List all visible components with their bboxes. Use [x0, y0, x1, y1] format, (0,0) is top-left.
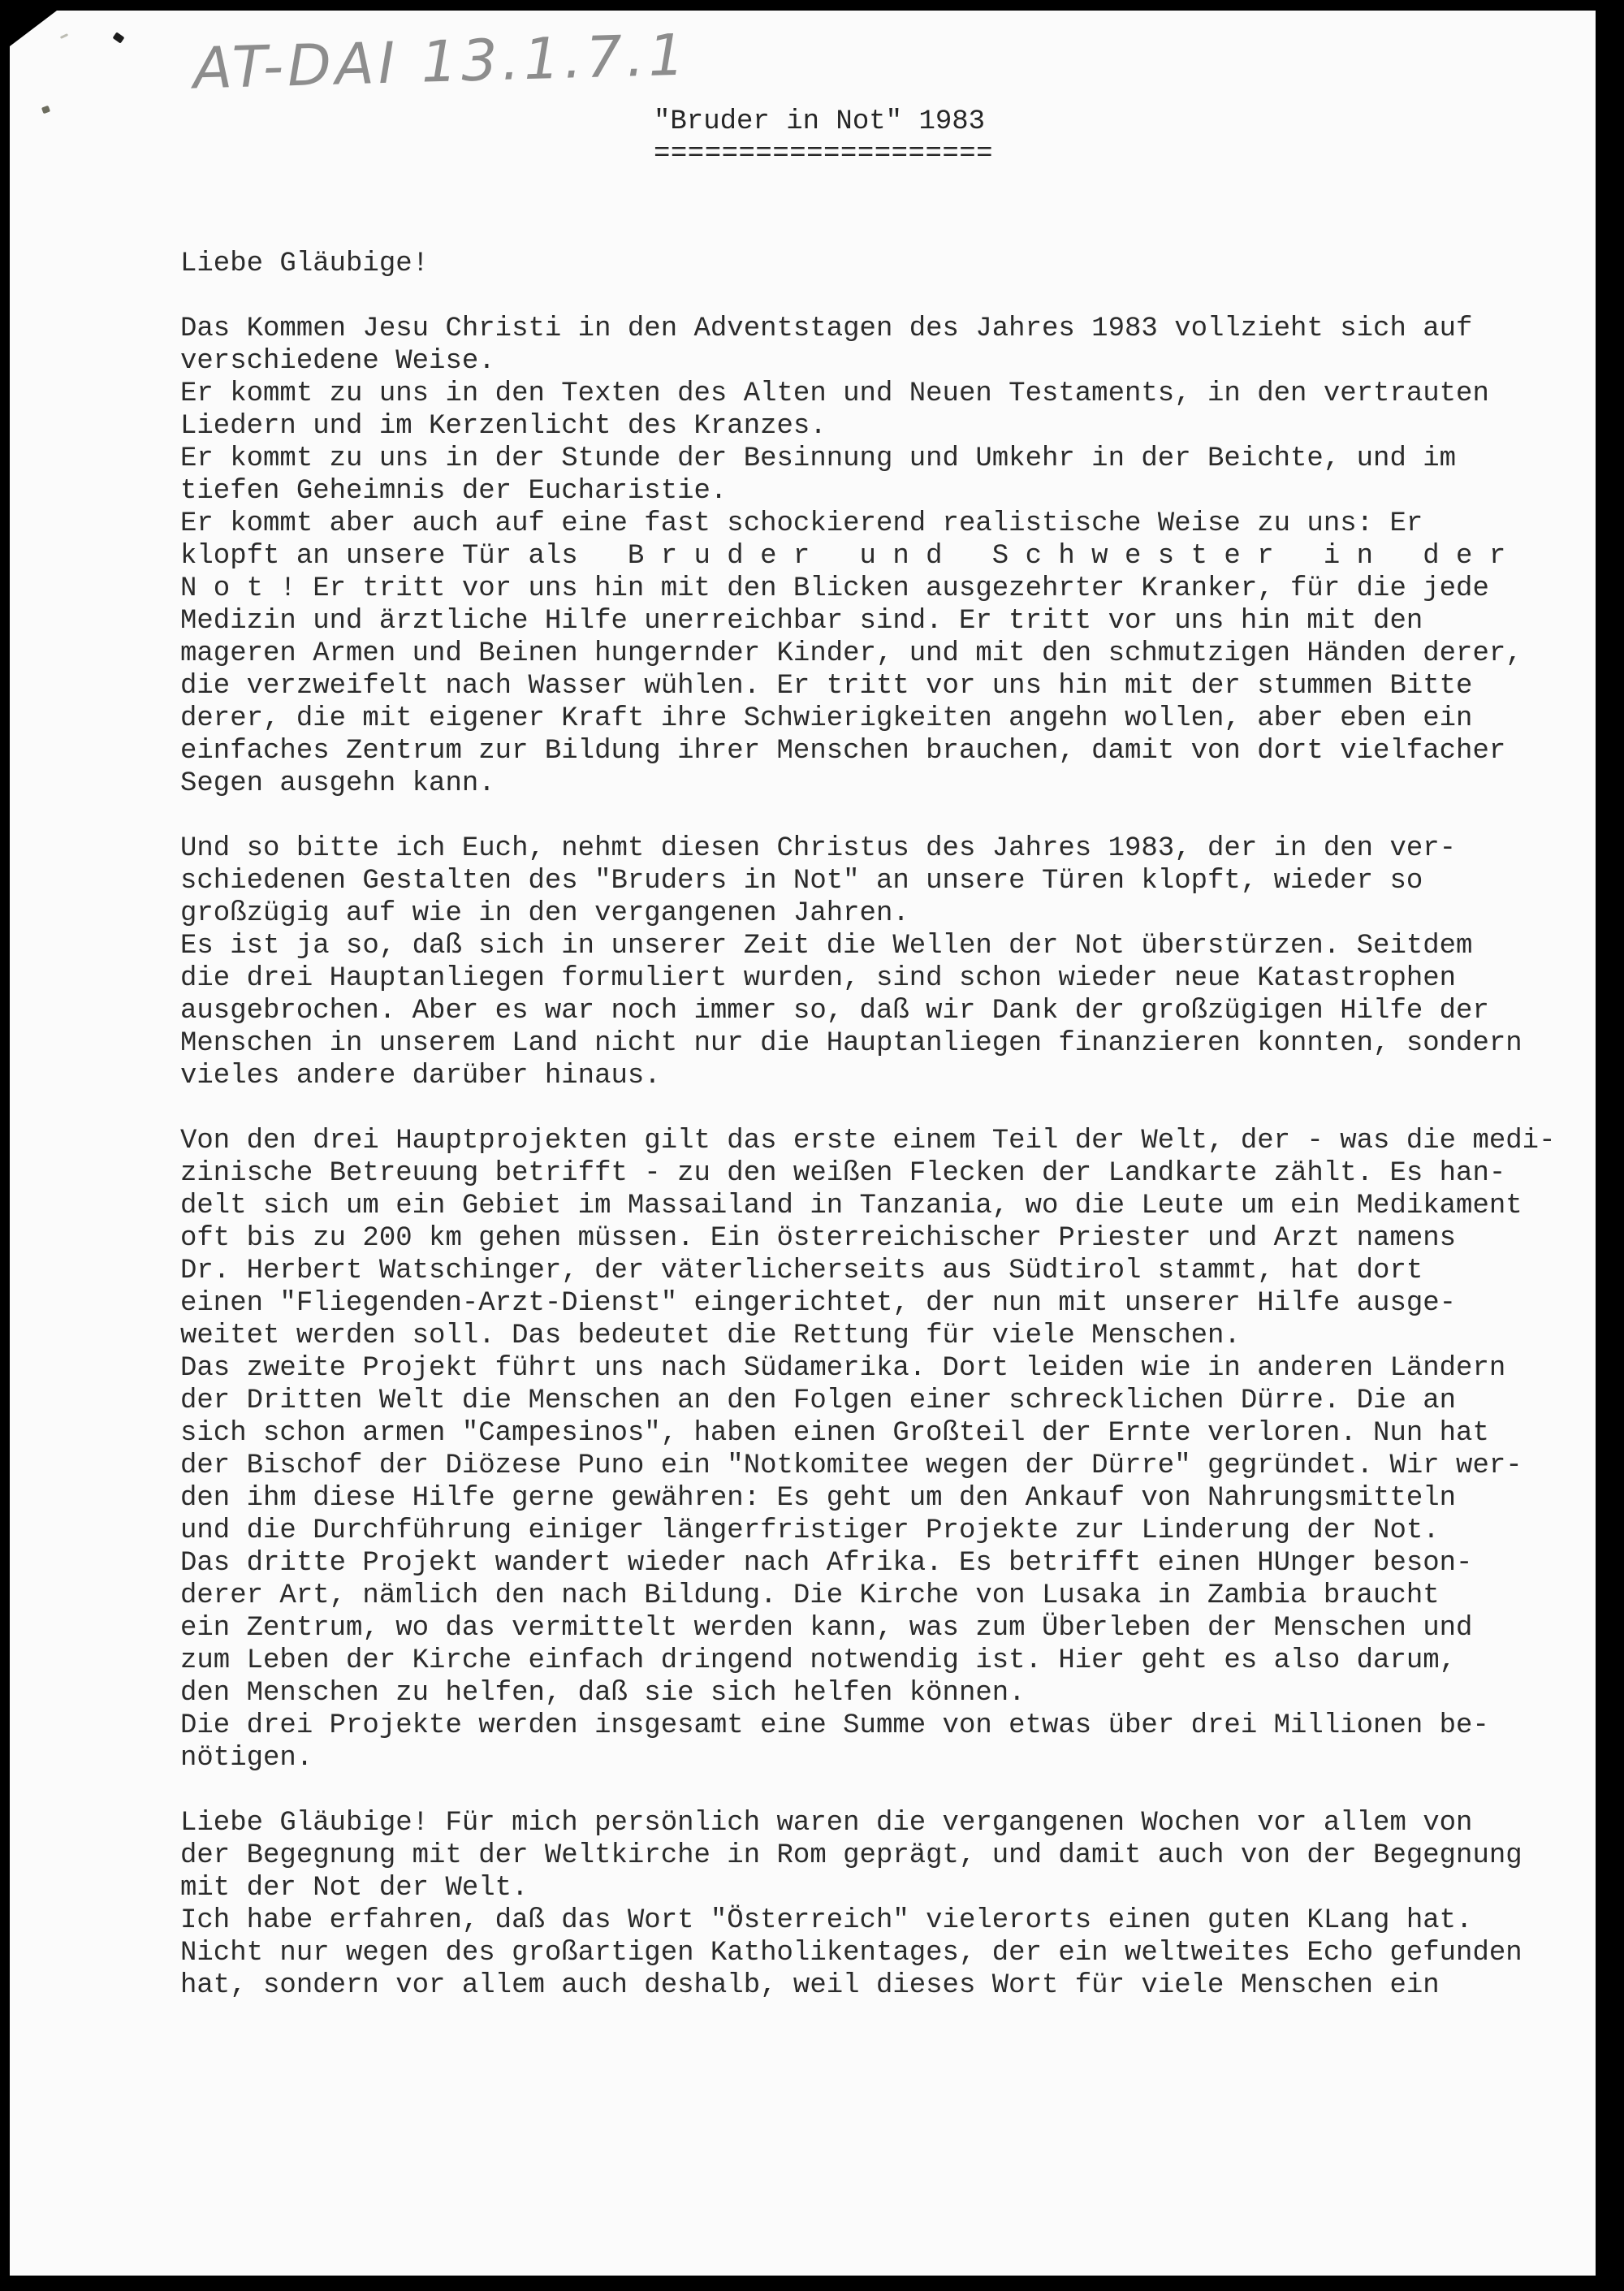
scan-speck — [113, 32, 125, 43]
blank-line — [180, 1774, 1555, 1807]
text-line: Liedern und im Kerzenlicht des Kranzes. — [180, 411, 827, 442]
letter-body-text — [180, 248, 1555, 2002]
archive-signature-annotation: AT-DAI 13.1.7.1 — [192, 21, 689, 102]
text-line: den ihm diese Hilfe gerne gewähren: Es geht um den Ankauf von Nahrungsmitteln — [180, 1483, 1457, 1514]
text-line: mit der Not der Welt. — [180, 1873, 529, 1904]
text-line: ein Zentrum, wo das vermittelt werden kann, was zum Überleben der Menschen und — [180, 1613, 1473, 1644]
text-line: zinische Betreuung betrifft - zu den weißen Flecken der Landkarte zählt. Es han- — [180, 1158, 1506, 1189]
text-line: der Dritten Welt die Menschen an den Folgen einer schrecklichen Dürre. Die an — [180, 1385, 1457, 1416]
text-line: sich schon armen "Campesinos", haben einen Großteil der Ernte verloren. Nun hat — [180, 1418, 1489, 1449]
blank-line — [180, 1092, 1555, 1125]
text-line: Segen ausgehn kann. — [180, 768, 495, 799]
text-line: die verzweifelt nach Wasser wühlen. Er tritt vor uns hin mit der stummen Bitte — [180, 671, 1473, 702]
text-line: derer Art, nämlich den nach Bildung. Die Kirche von Lusaka in Zambia braucht — [180, 1580, 1440, 1611]
text-line: vieles andere darüber hinaus. — [180, 1061, 661, 1091]
text-line: Das Kommen Jesu Christi in den Adventstagen des Jahres 1983 vollzieht sich auf — [180, 313, 1473, 344]
text-line: ausgebrochen. Aber es war noch immer so, daß wir Dank der großzügigen Hilfe der — [180, 996, 1489, 1027]
text-line: einfaches Zentrum zur Bildung ihrer Menschen brauchen, damit von dort vielfacher — [180, 736, 1506, 767]
text-line: Es ist ja so, daß sich in unserer Zeit die Wellen der Not überstürzen. Seitdem — [180, 931, 1473, 962]
text-line: Das dritte Projekt wandert wieder nach Afrika. Es betrifft einen HUnger beson- — [180, 1548, 1473, 1579]
text-line: großzügig auf wie in den vergangenen Jahren. — [180, 898, 909, 929]
text-line: Liebe Gläubige! — [180, 249, 430, 279]
text-line: Er kommt zu uns in den Texten des Alten und Neuen Testaments, in den vertrauten — [180, 378, 1489, 409]
page-corner-fold — [10, 11, 57, 46]
text-line: Das zweite Projekt führt uns nach Südamerika. Dort leiden wie in anderen Ländern — [180, 1353, 1506, 1384]
text-line: Liebe Gläubige! Für mich persönlich waren die vergangenen Wochen vor allem von — [180, 1808, 1473, 1839]
text-line: tiefen Geheimnis der Eucharistie. — [180, 476, 728, 507]
scan-speck — [60, 33, 68, 39]
text-line: weitet werden soll. Das bedeutet die Rettung für viele Menschen. — [180, 1321, 1241, 1351]
text-line: schiedenen Gestalten des "Bruders in Not" an unsere Türen klopft, wieder so — [180, 866, 1423, 897]
text-line: oft bis zu 200 km gehen müssen. Ein österreichischer Priester und Arzt namens — [180, 1223, 1457, 1254]
text-line: Ich habe erfahren, daß das Wort "Österreich" vielerorts einen guten KLang hat. — [180, 1905, 1473, 1936]
text-line: der Begegnung mit der Weltkirche in Rom geprägt, und damit auch von der Begegnung — [180, 1840, 1522, 1871]
text-line: derer, die mit eigener Kraft ihre Schwierigkeiten angehn wollen, aber eben ein — [180, 703, 1473, 734]
text-line: klopft an unsere Tür als B r u d e r u n d S c h w e s t e r i n d e r — [180, 541, 1506, 572]
text-line: nötigen. — [180, 1743, 313, 1774]
text-line: delt sich um ein Gebiet im Massailand in Tanzania, wo die Leute um ein Medikament — [180, 1191, 1522, 1221]
text-line: den Menschen zu helfen, daß sie sich helfen können. — [180, 1678, 1026, 1709]
text-line: hat, sondern vor allem auch deshalb, weil dieses Wort für viele Menschen ein — [180, 1970, 1440, 2001]
text-line: mageren Armen und Beinen hungernder Kinder, und mit den schmutzigen Händen derer, — [180, 638, 1522, 669]
text-line: die drei Hauptanliegen formuliert wurden, sind schon wieder neue Katastrophen — [180, 963, 1457, 994]
text-line: der Bischof der Diözese Puno ein "Notkomitee wegen der Dürre" gegründet. Wir wer- — [180, 1450, 1522, 1481]
text-line: Die drei Projekte werden insgesamt eine Summe von etwas über drei Millionen be- — [180, 1710, 1489, 1741]
document-title: "Bruder in Not" 1983 — [654, 106, 986, 137]
scan-speck — [41, 106, 50, 115]
text-line: Nicht nur wegen des großartigen Katholikentages, der ein weltweites Echo gefunden — [180, 1938, 1522, 1969]
title-underline: ==================== — [654, 139, 994, 170]
text-line: Er kommt zu uns in der Stunde der Besinnung und Umkehr in der Beichte, und im — [180, 443, 1457, 474]
text-line: verschiedene Weise. — [180, 346, 495, 377]
text-line: Er kommt aber auch auf eine fast schockierend realistische Weise zu uns: Er — [180, 508, 1423, 539]
text-line: Medizin und ärztliche Hilfe unerreichbar sind. Er tritt vor uns hin mit den — [180, 606, 1423, 637]
text-line: und die Durchführung einiger längerfristiger Projekte zur Linderung der Not. — [180, 1515, 1440, 1546]
text-line: Dr. Herbert Watschinger, der väterlicherseits aus Südtirol stammt, hat dort — [180, 1256, 1423, 1286]
text-line: einen "Fliegenden-Arzt-Dienst" eingerichtet, der nun mit unserer Hilfe ausge- — [180, 1288, 1457, 1319]
text-line: Und so bitte ich Euch, nehmt diesen Christus des Jahres 1983, der in den ver- — [180, 833, 1457, 864]
scanned-page — [10, 11, 1596, 2276]
text-line: Menschen in unserem Land nicht nur die Hauptanliegen finanzieren konnten, sondern — [180, 1028, 1522, 1059]
text-line: N o t ! Er tritt vor uns hin mit den Blicken ausgezehrter Kranker, für die jede — [180, 573, 1489, 604]
blank-line — [180, 800, 1555, 832]
text-line: zum Leben der Kirche einfach dringend notwendig ist. Hier geht es also darum, — [180, 1645, 1457, 1676]
text-line: Von den drei Hauptprojekten gilt das erste einem Teil der Welt, der - was die medi- — [180, 1126, 1556, 1156]
blank-line — [180, 280, 1555, 313]
